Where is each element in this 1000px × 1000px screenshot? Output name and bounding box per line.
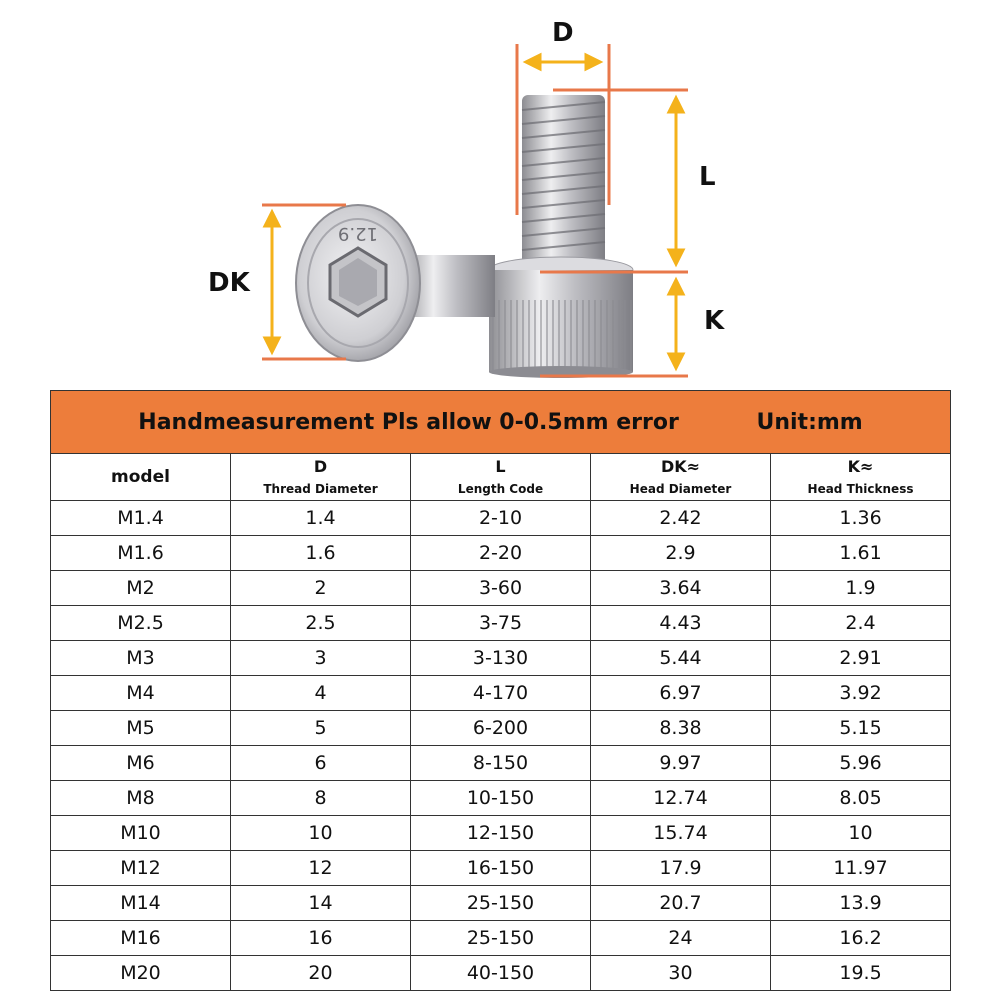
cell-dk: 12.74	[591, 781, 771, 816]
header-dk	[591, 454, 771, 501]
cell-model: M5	[51, 711, 231, 746]
cell-model: M4	[51, 676, 231, 711]
cell-d: 12	[231, 851, 411, 886]
dimension-label-d: D	[552, 18, 574, 48]
table-row	[51, 711, 951, 746]
header-row	[51, 454, 951, 501]
cell-k: 11.97	[771, 851, 951, 886]
cell-dk: 6.97	[591, 676, 771, 711]
header-dk-sublabel: Head Diameter	[629, 482, 732, 496]
cell-model: M1.6	[51, 536, 231, 571]
cell-model: M14	[51, 886, 231, 921]
cell-dk: 4.43	[591, 606, 771, 641]
cell-l: 25-150	[411, 921, 591, 956]
cell-d: 1.4	[231, 501, 411, 536]
head-marking: 12.9	[337, 223, 379, 244]
cell-d: 16	[231, 921, 411, 956]
cell-model: M6	[51, 746, 231, 781]
cell-dk: 9.97	[591, 746, 771, 781]
cell-k: 1.61	[771, 536, 951, 571]
cell-k: 16.2	[771, 921, 951, 956]
cell-model: M2.5	[51, 606, 231, 641]
cell-d: 20	[231, 956, 411, 991]
cell-k: 5.15	[771, 711, 951, 746]
banner-title: Handmeasurement Pls allow 0-0.5mm error	[138, 409, 679, 435]
cell-model: M10	[51, 816, 231, 851]
cell-d: 5	[231, 711, 411, 746]
cell-model: M1.4	[51, 501, 231, 536]
cell-l: 3-130	[411, 641, 591, 676]
cell-l: 10-150	[411, 781, 591, 816]
cell-l: 4-170	[411, 676, 591, 711]
cell-k: 8.05	[771, 781, 951, 816]
screw-drawing	[0, 0, 1000, 390]
cell-l: 3-75	[411, 606, 591, 641]
cell-l: 16-150	[411, 851, 591, 886]
cell-dk: 17.9	[591, 851, 771, 886]
table-row	[51, 676, 951, 711]
header-dk-label: DK≈	[660, 457, 701, 476]
cell-model: M8	[51, 781, 231, 816]
lying-screw	[296, 205, 495, 361]
table-row	[51, 816, 951, 851]
cell-d: 10	[231, 816, 411, 851]
cell-d: 6	[231, 746, 411, 781]
dimension-label-l: L	[699, 162, 716, 192]
table-row	[51, 641, 951, 676]
cell-model: M2	[51, 571, 231, 606]
header-d-sublabel: Thread Diameter	[263, 482, 378, 496]
table-row	[51, 851, 951, 886]
cell-l: 3-60	[411, 571, 591, 606]
cell-d: 2	[231, 571, 411, 606]
screw-dimension-figure	[0, 0, 1000, 390]
standing-screw	[489, 95, 633, 378]
table-row	[51, 536, 951, 571]
cell-dk: 30	[591, 956, 771, 991]
cell-dk: 20.7	[591, 886, 771, 921]
header-k	[771, 454, 951, 501]
header-k-sublabel: Head Thickness	[807, 482, 914, 496]
table-banner	[51, 391, 951, 454]
cell-l: 2-20	[411, 536, 591, 571]
table-row	[51, 921, 951, 956]
cell-d: 4	[231, 676, 411, 711]
cell-k: 1.9	[771, 571, 951, 606]
cell-l: 40-150	[411, 956, 591, 991]
header-l	[411, 454, 591, 501]
cell-d: 2.5	[231, 606, 411, 641]
dimension-label-dk: DK	[208, 268, 250, 298]
header-l-label: L	[495, 457, 506, 476]
cell-dk: 2.42	[591, 501, 771, 536]
banner-row	[51, 391, 951, 454]
cell-d: 3	[231, 641, 411, 676]
cell-dk: 24	[591, 921, 771, 956]
cell-model: M20	[51, 956, 231, 991]
banner-unit: Unit:mm	[756, 409, 863, 435]
cell-k: 10	[771, 816, 951, 851]
cell-dk: 15.74	[591, 816, 771, 851]
cell-l: 25-150	[411, 886, 591, 921]
dimension-label-k: K	[704, 306, 725, 336]
cell-l: 6-200	[411, 711, 591, 746]
table-row	[51, 571, 951, 606]
table-row	[51, 781, 951, 816]
cell-k: 3.92	[771, 676, 951, 711]
cell-model: M16	[51, 921, 231, 956]
table-row	[51, 501, 951, 536]
spec-table	[50, 390, 951, 991]
cell-dk: 8.38	[591, 711, 771, 746]
header-d-label: D	[313, 457, 328, 476]
cell-l: 8-150	[411, 746, 591, 781]
cell-l: 2-10	[411, 501, 591, 536]
cell-k: 13.9	[771, 886, 951, 921]
cell-dk: 5.44	[591, 641, 771, 676]
cell-d: 14	[231, 886, 411, 921]
cell-dk: 2.9	[591, 536, 771, 571]
cell-k: 5.96	[771, 746, 951, 781]
table-row	[51, 746, 951, 781]
table-row	[51, 606, 951, 641]
header-k-label: K≈	[847, 457, 874, 476]
cell-d: 1.6	[231, 536, 411, 571]
table-row	[51, 956, 951, 991]
cell-l: 12-150	[411, 816, 591, 851]
header-model-label: model	[111, 467, 170, 487]
header-l-sublabel: Length Code	[457, 482, 544, 496]
cell-d: 8	[231, 781, 411, 816]
table-row	[51, 886, 951, 921]
cell-k: 2.4	[771, 606, 951, 641]
cell-k: 2.91	[771, 641, 951, 676]
cell-k: 19.5	[771, 956, 951, 991]
cell-k: 1.36	[771, 501, 951, 536]
cell-model: M3	[51, 641, 231, 676]
cell-dk: 3.64	[591, 571, 771, 606]
cell-model: M12	[51, 851, 231, 886]
header-model	[51, 454, 231, 501]
header-d	[231, 454, 411, 501]
